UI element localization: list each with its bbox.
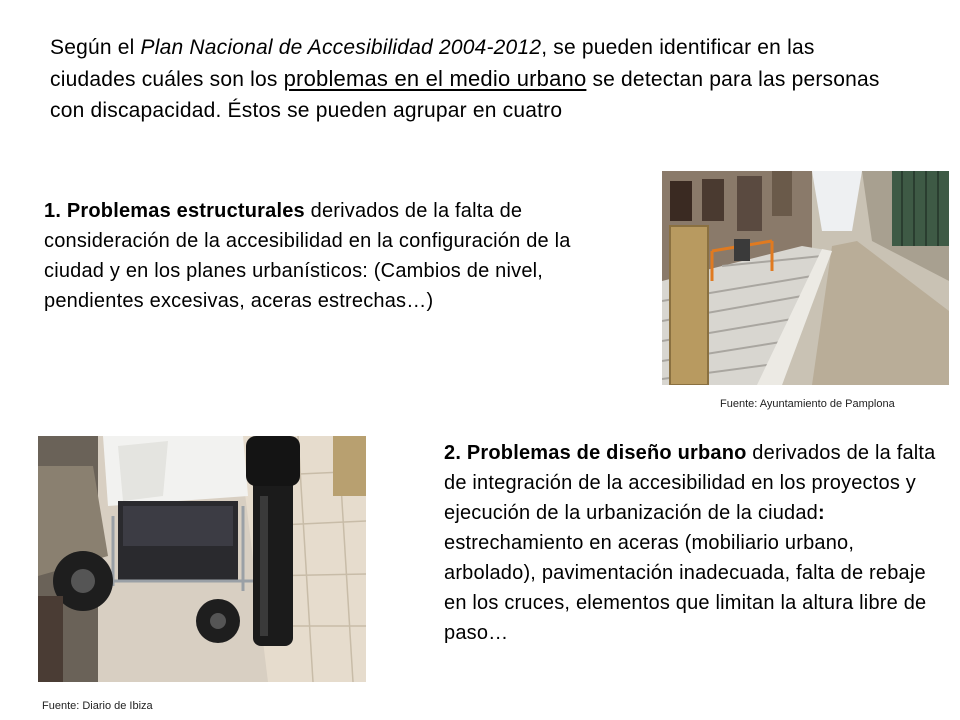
stairs-street-photo bbox=[662, 171, 949, 385]
problem-2-heading: 2. Problemas de diseño urbano bbox=[444, 442, 747, 464]
intro-paragraph bbox=[50, 32, 900, 126]
problem-1-paragraph bbox=[44, 196, 624, 316]
photo-2-caption: Fuente: Diario de Ibiza bbox=[42, 700, 153, 712]
problem-2-text-a: derivados de la falta de integración de la accesibilidad en los proyectos y ejecución de la urbanización de la ciudad bbox=[444, 442, 936, 524]
problem-1-heading: 1. Problemas estructurales bbox=[44, 200, 305, 222]
plan-title: Plan Nacional de Accesibilidad 2004-2012 bbox=[140, 36, 542, 59]
intro-text-3: se detectan para las personas con discapacidad. Éstos se pueden agrupar en cuatro bbox=[50, 68, 880, 122]
stroller-bollard-photo bbox=[38, 436, 366, 682]
intro-highlight: problemas en el medio urbano bbox=[283, 66, 587, 91]
problem-1-text: derivados de la falta de consideración de la accesibilidad en la configuración de la ciudad y en los planes urbanísticos: (Cambios de nivel, pendientes excesivas, aceras estrechas…) bbox=[44, 200, 571, 312]
photo-1-caption: Fuente: Ayuntamiento de Pamplona bbox=[720, 398, 895, 410]
intro-text-1: Según el bbox=[50, 36, 141, 59]
intro-text-2: , se pueden identificar en las ciudades cuáles son los bbox=[50, 36, 815, 91]
problem-2-text-b: estrechamiento en aceras (mobiliario urbano, arbolado), pavimentación inadecuada, falta de rebaje en los cruces, elementos que limitan la altura libre de paso… bbox=[444, 532, 927, 644]
problem-2-colon: : bbox=[818, 502, 825, 524]
problem-2-paragraph bbox=[444, 438, 944, 648]
